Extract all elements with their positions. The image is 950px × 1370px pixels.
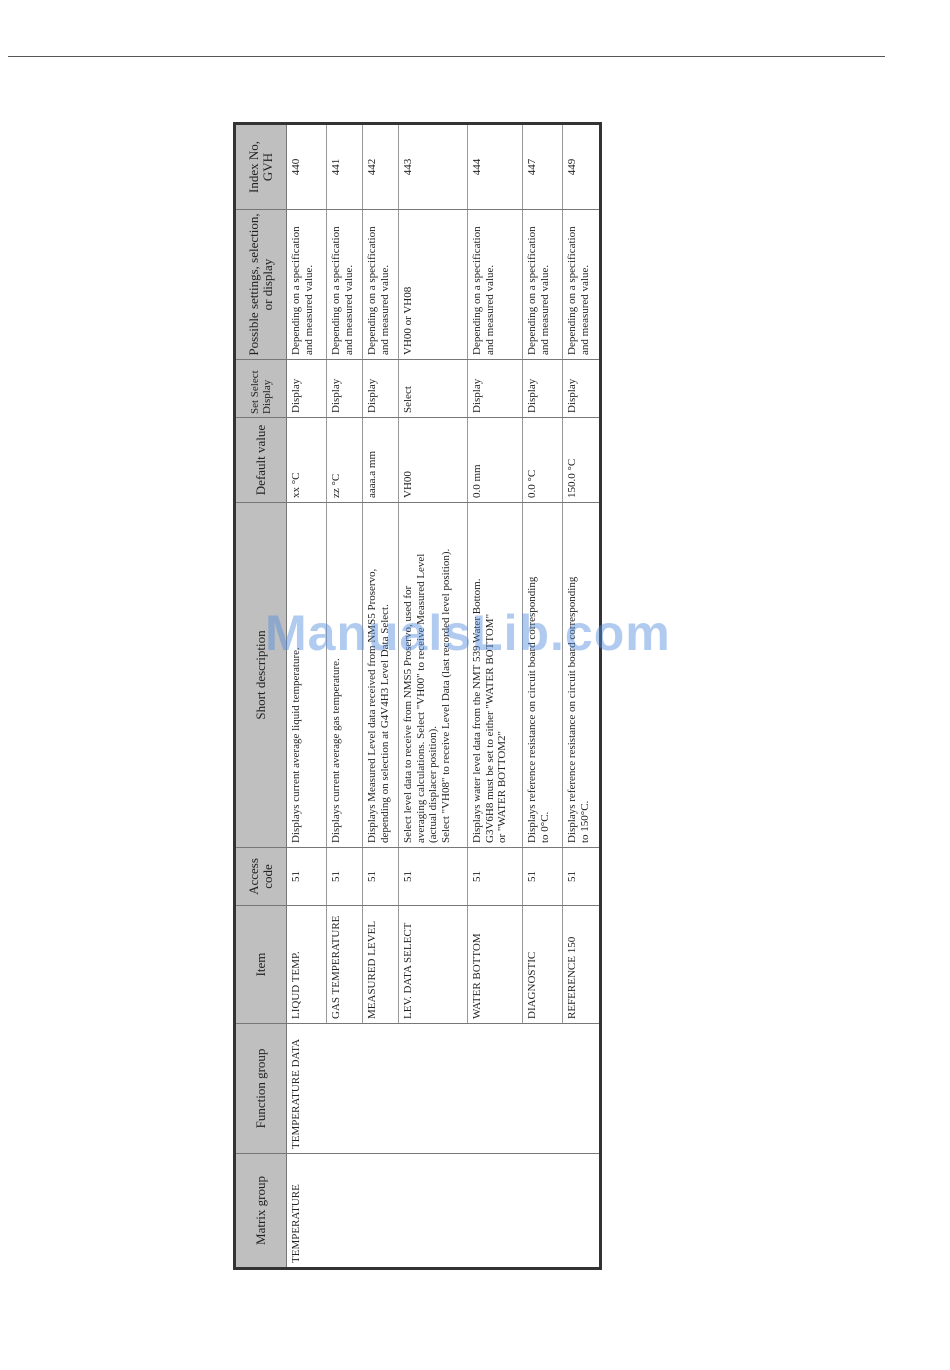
cell-access: 51 (563, 848, 601, 906)
cell-index: 447 (523, 124, 563, 210)
description-line: averaging calculations. Select "VH00" to receive Measured Level (414, 553, 427, 843)
header-item: Item (235, 906, 287, 1024)
cell-access: 51 (327, 848, 363, 906)
cell-mode: Display (363, 360, 399, 418)
description-line: Displays reference resistance on circuit board corresponding (526, 576, 538, 843)
cell-index: 443 (399, 124, 468, 210)
cell-description (327, 503, 363, 848)
parameter-table (233, 122, 602, 1270)
cell-mode: Display (563, 360, 601, 418)
table-row (287, 124, 327, 1269)
header-default-value: Default value (235, 418, 287, 503)
cell-possible: Depending on a specification and measured value. (468, 210, 523, 360)
header-index-no: Index No, GVH (235, 124, 287, 210)
cell-item: DIAGNOSTIC (523, 906, 563, 1024)
cell-possible: Depending on a specification and measured value. (523, 210, 563, 360)
header-function-group: Function group (235, 1024, 287, 1154)
header-short-description: Short description (235, 503, 287, 848)
cell-access: 51 (523, 848, 563, 906)
cell-possible: VH00 or VH08 (399, 210, 468, 360)
cell-default: 0.0 °C (523, 418, 563, 503)
description-line: Displays Measured Level data received from NMS5 Proservo, (366, 568, 378, 843)
cell-index: 449 (563, 124, 601, 210)
cell-description (563, 503, 601, 848)
cell-matrix-group: TEMPERATURE (287, 1154, 601, 1269)
cell-default: xx °C (287, 418, 327, 503)
description-line: Displays reference resistance on circuit board corresponding (566, 576, 578, 843)
cell-index: 441 (327, 124, 363, 210)
cell-description (468, 503, 523, 848)
cell-default: 0.0 mm (468, 418, 523, 503)
cell-description (363, 503, 399, 848)
description-line: Displays current average gas temperature. (330, 658, 342, 843)
header-row (235, 124, 287, 1269)
cell-item: MEASURED LEVEL (363, 906, 399, 1024)
cell-mode: Select (399, 360, 468, 418)
cell-function-group: TEMPERATURE DATA (287, 1024, 601, 1154)
cell-access: 51 (363, 848, 399, 906)
cell-default: VH00 (399, 418, 468, 503)
description-line: or "WATER BOTTOM2" (496, 730, 509, 843)
cell-description (287, 503, 327, 848)
description-line: Displays current average liquid temperature. (290, 647, 302, 843)
cell-mode: Display (287, 360, 327, 418)
cell-mode: Display (523, 360, 563, 418)
header-matrix-group: Matrix group (235, 1154, 287, 1269)
description-line: Select "VH08" to receive Level Data (last recorded level position). (439, 548, 452, 843)
cell-default: aaaa.a mm (363, 418, 399, 503)
description-line: to 0°C. (538, 811, 551, 843)
cell-access: 51 (399, 848, 468, 906)
cell-access: 51 (468, 848, 523, 906)
description-line: depending on selection at G4V4H3 Level Data Select. (378, 604, 391, 843)
rotated-parameter-table (233, 125, 599, 1270)
cell-possible: Depending on a specification and measured value. (287, 210, 327, 360)
cell-mode: Display (468, 360, 523, 418)
cell-item: LEV. DATA SELECT (399, 906, 468, 1024)
cell-description (523, 503, 563, 848)
cell-description (399, 503, 468, 848)
description-line: G3V6H8 must be set to either "WATER BOTTOM" (483, 613, 496, 843)
cell-possible: Depending on a specification and measured value. (363, 210, 399, 360)
cell-default: zz °C (327, 418, 363, 503)
cell-index: 440 (287, 124, 327, 210)
cell-item: WATER BOTTOM (468, 906, 523, 1024)
watermark: ManualsLib.com (265, 605, 671, 661)
header-access-code: Access code (235, 848, 287, 906)
header-set-select-display: Set Select Display (235, 360, 287, 418)
cell-item: GAS TEMPERATURE (327, 906, 363, 1024)
header-possible-settings: Possible settings, selection, or display (235, 210, 287, 360)
cell-possible: Depending on a specification and measured value. (563, 210, 601, 360)
cell-default: 150.0 °C (563, 418, 601, 503)
top-rule (8, 56, 885, 57)
description-line: (actual displacer position). (427, 726, 440, 843)
cell-index: 444 (468, 124, 523, 210)
cell-access: 51 (287, 848, 327, 906)
cell-possible: Depending on a specification and measured value. (327, 210, 363, 360)
cell-item: LIQUD TEMP. (287, 906, 327, 1024)
cell-mode: Display (327, 360, 363, 418)
description-line: Displays water level data from the NMT 539 Water Bottom. (471, 578, 483, 843)
description-line: Select level data to receive from NMS5 Proservo, used for (402, 585, 414, 843)
cell-index: 442 (363, 124, 399, 210)
cell-item: REFERENCE 150 (563, 906, 601, 1024)
description-line: to 150°C. (578, 800, 591, 843)
